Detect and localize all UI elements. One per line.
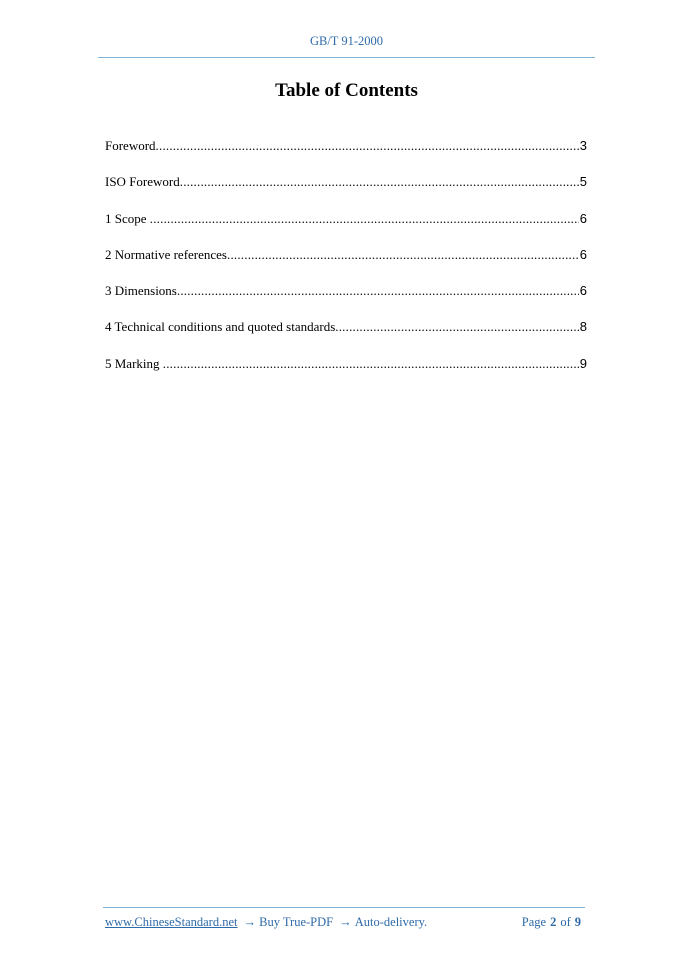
arrow-right-icon: →	[243, 915, 257, 929]
toc-leader-dots	[335, 319, 578, 335]
page-word: Page	[521, 915, 547, 929]
header-divider	[98, 57, 595, 58]
toc-entry-technical-conditions[interactable]	[105, 319, 587, 355]
auto-delivery-text: Auto-delivery.	[354, 915, 428, 929]
toc-leader-dots	[177, 283, 579, 299]
toc-entry-label: 2 Normative references	[105, 246, 227, 262]
toc-leader-dots	[180, 174, 579, 190]
page-indicator	[522, 915, 585, 930]
toc-entry-label: ISO Foreword	[105, 174, 180, 190]
toc-entry-iso-foreword[interactable]	[105, 174, 587, 210]
toc-entry-marking[interactable]	[105, 356, 587, 392]
site-link[interactable]: www.ChineseStandard.net	[105, 915, 238, 929]
toc-entry-page: 6	[579, 283, 587, 299]
current-page-number: 2	[550, 915, 557, 929]
footer-promo	[105, 915, 427, 930]
buy-true-pdf-text: Buy True-PDF	[259, 915, 334, 929]
toc-entry-dimensions[interactable]	[105, 283, 587, 319]
footer-divider	[103, 907, 585, 908]
total-pages-number: 9	[574, 915, 581, 929]
toc-list	[105, 138, 587, 392]
running-header-doc-id: GB/T 91-2000	[309, 34, 384, 48]
arrow-right-icon: →	[339, 915, 352, 929]
toc-leader-dots	[163, 356, 579, 372]
toc-entry-page: 8	[579, 319, 587, 335]
of-word: of	[560, 915, 571, 929]
toc-entry-page: 3	[579, 138, 587, 153]
toc-entry-foreword[interactable]	[105, 138, 587, 174]
toc-entry-scope[interactable]	[105, 211, 587, 247]
toc-entry-label: Foreword	[105, 138, 156, 153]
toc-entry-label: 3 Dimensions	[105, 283, 177, 299]
toc-entry-label: 5 Marking	[105, 355, 163, 371]
toc-title: Table of Contents	[275, 80, 418, 101]
toc-leader-dots	[150, 211, 579, 227]
toc-entry-page: 6	[579, 246, 587, 262]
toc-entry-page: 9	[579, 355, 587, 371]
toc-entry-page: 5	[579, 174, 587, 190]
toc-entry-normative-references[interactable]	[105, 247, 587, 283]
page-footer	[105, 915, 585, 930]
toc-leader-dots	[156, 138, 579, 154]
toc-entry-page: 6	[579, 210, 587, 226]
toc-entry-label: 4 Technical conditions and quoted standards	[105, 319, 336, 335]
toc-leader-dots	[227, 247, 579, 263]
toc-entry-label: 1 Scope	[105, 210, 150, 226]
